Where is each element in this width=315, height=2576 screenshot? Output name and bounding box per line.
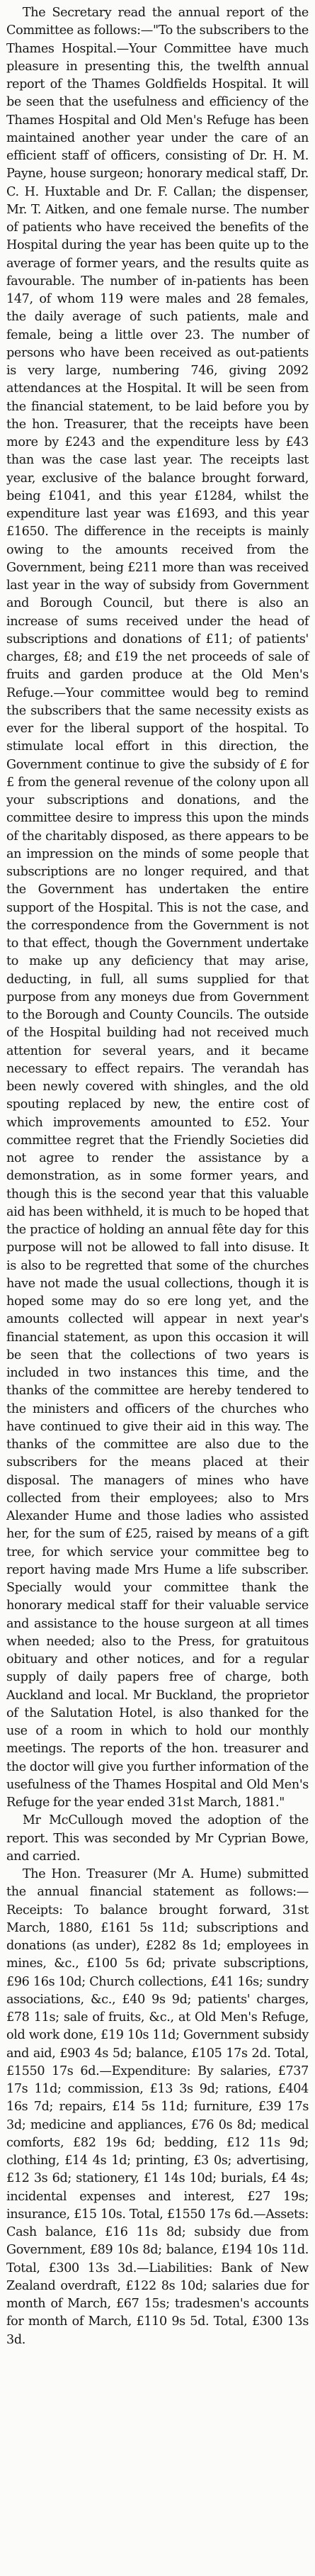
annual-report-paragraph: The Secretary read the annual report of the Committee as follows:—"To the subscribers to the Thames Hospital.—Your Committee have much pleasure in presenting this, the twelfth annual report of the Thames Goldfields Hospital. It will be seen that the usefulness and efficiency of the Thames Hospital and Old Men's Refuge has been maintained another year under the care of an efficient staff of officers, consisting of Dr. H. M. Payne, house surgeon; honorary medical staff, Dr. C. H. Huxtable and Dr. F. Callan; the dispenser, Mr. T. Aitken, and one female nurse. The number of patients who have received the benefits of the Hospital during the year has been quite up to the average of former years, and the results quite as favourable. The number of in-patients has been 147, of whom 119 were males and 28 females, the daily average of such patients, male and female, being a little over 23. The number of persons who have been received as out-patients is very large, numbering 746, giving 2092 attendances at the Hospital. It will be seen from the financial statement, to be laid before you by the hon. Treasurer, that the receipts have been more by £243 and the expenditure less by £43 than was the case last year. The receipts last year, exclusive of the balance brought forward, being £1041, and this year £1284, whilst the expenditure last year was £1693, and this year £1650. The difference in the receipts is mainly owing to the amounts received from the Government, being £211 more than was received last year in the way of subsidy from Government and Borough Council, but there is also an increase of sums received under the head of subscriptions and donations of £11; of patients' charges, £8; and £19 the net proceeds of sale of fruits and garden produce at the Old Men's Refuge.—Your committee would beg to remind the subscribers that the same necessity exists as ever for the liberal support of the hospital. To stimulate local effort in this direction, the Government continue to give the subsidy of £ for £ from the general revenue of the colony upon all your subscriptions and donations, and the committee desire to impress this upon the minds of the charitably disposed, as there appears to be an impression on the minds of some people that subscriptions are no longer required, and that the Government has undertaken the entire support of the Hospital. This is not the case, and the correspondence from the Government is not to that effect, though the Government undertake to make up any deficiency that may arise, deducting, in full, all sums supplied for that purpose from any moneys due from Government to the Borough and County Councils. The outside of the Hospital building had not received much attention for several years, and it became necessary to effect repairs. The verandah has been newly covered with shingles, and the old spouting replaced by new, the entire cost of which improvements amounted to £52. Your committee regret that the Friendly Societies did not agree to render the assistance by a demonstration, as in some former years, and though this is the second year that this valuable aid has been withheld, it is much to be hoped that the practice of holding an annual fête day for this purpose will not be allowed to fall into disuse. It is also to be regretted that some of the churches have not made the usual collections, though it is hoped some may do so ere long yet, and the amounts collected will appear in next year's financial statement, as upon this occasion it will be seen that the collections of two years is included in two instances this time, and the thanks of the committee are hereby tendered to the ministers and officers of the churches who have continued to give their aid in this way. The thanks of the committee are also due to the subscribers for the means placed at their disposal. The managers of mines who have collected from their employees; also to Mrs Alexander Hume and those ladies who assisted her, for the sum of £25, raised by means of a gift tree, for which service your committee beg to report having made Mrs Hume a life subscriber. Specially would your committee thank the honorary medical staff for their valuable service and assistance to the house surgeon at all times when needed; also to the Press, for gratuitous obituary and other notices, and for a regular supply of daily papers free of charge, both Auckland and local. Mr Buckland, the proprietor of the Salutation Hotel, is also thanked for the use of a room in which to hold our monthly meetings. The reports of the hon. treasurer and the doctor will give you further information of the usefulness of the Thames Hospital and Old Men's Refuge for the year ended 31st March, 1881.": [6, 6, 309, 1810]
hospital-meeting-article: [6, 4, 309, 2349]
financial-statement-paragraph: The Hon. Treasurer (Mr A. Hume) submitted the annual financial statement as follows:—Receipts: To balance brought forward, 31st March, 1880, £161 5s 11d; subscriptions and donations (as under), £282 8s 1d; employees in mines, &c., £100 5s 6d; private subscriptions, £96 16s 10d; Church collections, £41 16s; sundry associations, &c., £40 9s 9d; patients' charges, £78 11s; sale of fruits, &c., at Old Men's Refuge, old work done, £19 10s 11d; Government subsidy and aid, £903 4s 5d; balance, £105 17s 2d. Total, £1550 17s 6d.—Expenditure: By salaries, £737 17s 11d; commission, £13 3s 9d; rations, £404 16s 7d; repairs, £14 5s 11d; furniture, £39 17s 3d; medicine and appliances, £76 0s 8d; medical comforts, £82 19s 6d; bedding, £12 11s 9d; clothing, £14 4s 1d; printing, £3 0s; advertising, £12 3s 6d; stationery, £1 14s 10d; burials, £4 4s; incidental expenses and interest, £27 19s; insurance, £15 10s. Total, £1550 17s 6d.—Assets: Cash balance, £16 11s 8d; subsidy due from Government, £89 10s 8d; balance, £194 10s 11d. Total, £300 13s 3d.—Liabilities: Bank of New Zealand overdraft, £122 8s 10d; salaries due for month of March, £67 15s; tradesmen's accounts for month of March, £110 9s 5d. Total, £300 13s 3d.: [6, 1867, 309, 2347]
motion-paragraph: Mr McCullough moved the adoption of the report. This was seconded by Mr Cyprian Bowe, and carried.: [6, 1813, 309, 1864]
